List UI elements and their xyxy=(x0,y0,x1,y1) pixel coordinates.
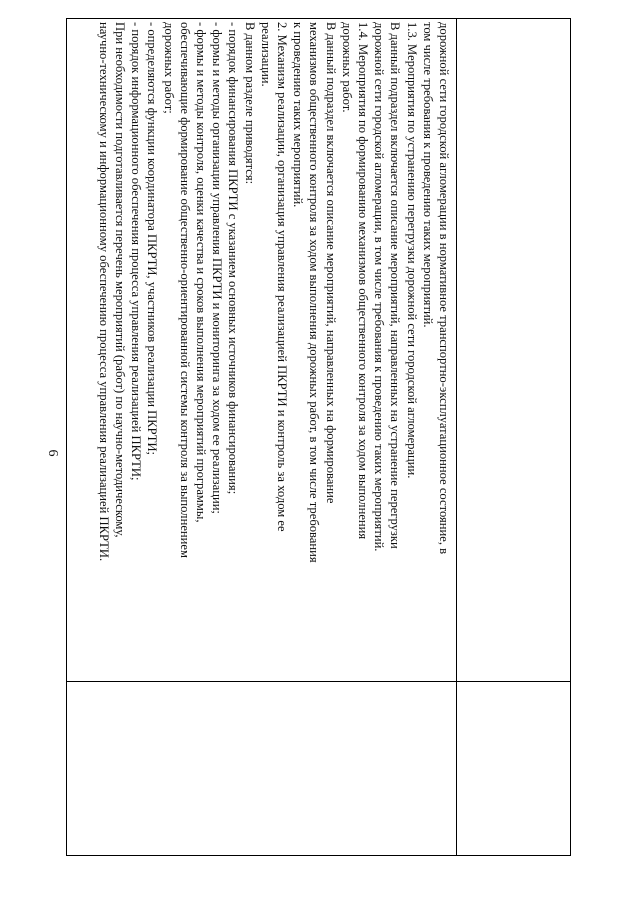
text-line: реализации. xyxy=(258,22,273,87)
text-line: том числе требования к проведению таких мероприятий. xyxy=(420,22,435,328)
text-line: дорожной сети городской агломерации в нормативное транспортно-эксплуатационное состояние, в xyxy=(437,22,451,555)
text-line: - формы и методы организации управления ПКРТИ и мониторинга за ходом ее реализации; xyxy=(210,22,225,514)
text-line: научно-техническому и информационному обеспечению процесса управления реализацией ПКРТИ. xyxy=(96,22,111,562)
table-column-divider xyxy=(456,18,457,856)
text-line: дорожных работ. xyxy=(339,22,354,113)
text-line: 2. Механизм реализации, организация управления реализацией ПКРТИ и контроль за ходом ее xyxy=(274,22,289,532)
text-line: механизмов общественного контроля за ходом выполнения дорожных работ, в том числе требования xyxy=(307,22,322,563)
text-line: дорожных работ; xyxy=(161,22,176,114)
page-number: 6 xyxy=(45,449,60,457)
text-line: В данном разделе приводятся: xyxy=(242,22,257,185)
text-line: В данный подраздел включается описание мероприятий, направленных на формирование xyxy=(323,22,338,504)
text-line: В данный подраздел включается описание мероприятий, направленных на устранение перегрузки xyxy=(388,22,403,549)
rotated-text-cell xyxy=(72,18,456,680)
text-line: При необходимости подготавливается перечень мероприятий (работ) по научно-методическому, xyxy=(112,22,127,538)
text-line: к проведению таких мероприятий. xyxy=(291,22,306,208)
text-line: - определяются функции координатора ПКРТИ, участников реализации ПКРТИ; xyxy=(145,22,160,456)
text-line: обеспечивающие формирование общественно-ориентированной системы контроля за выполнением xyxy=(177,22,192,558)
table-row-divider xyxy=(66,681,571,682)
text-line: 1.4. Мероприятия по формированию механизмов общественного контроля за ходом выполнения xyxy=(355,22,370,540)
text-line: - порядок информационного обеспечения процесса управления реализацией ПКРТИ; xyxy=(129,22,144,481)
text-line: - формы и методы контроля, оценки качества и сроков выполнения мероприятий программы, xyxy=(193,22,208,523)
text-line: - порядок финансирования ПКРТИ с указанием основных источников финансирования; xyxy=(226,22,241,495)
text-line: 1.3. Мероприятия по устранению перегрузки дорожной сети городской агломерации. xyxy=(404,22,419,479)
text-line: дорожной сети городской агломерации, в том числе требования к проведению таких мероприятий. xyxy=(372,22,387,552)
cell-text xyxy=(72,18,456,680)
